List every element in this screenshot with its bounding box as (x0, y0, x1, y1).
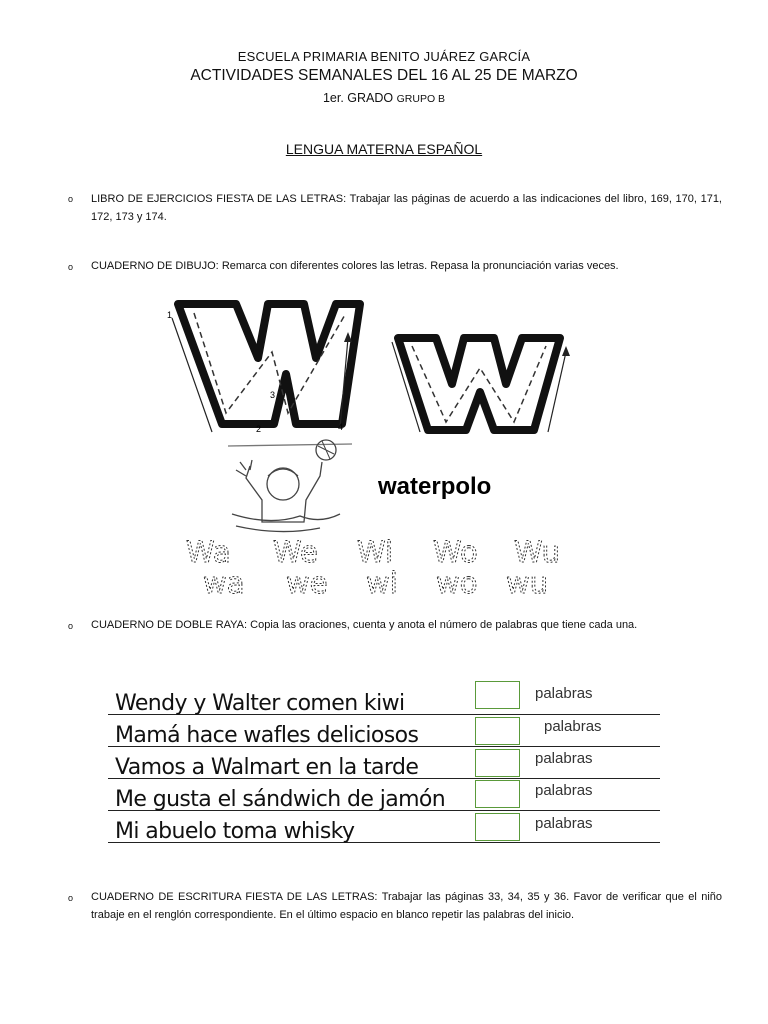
stroke-number-4: 4 (338, 422, 344, 432)
word-count-box[interactable] (475, 780, 520, 808)
syllable-lower-1: wa (203, 566, 245, 600)
sentence-row (108, 810, 660, 843)
waterpolo-word: waterpolo (378, 473, 492, 500)
grade-label: 1er. GRADO (322, 91, 394, 105)
syllable-upper-1: Wa (186, 535, 231, 569)
palabras-label: palabras (535, 685, 593, 702)
bullet-1: o (68, 194, 74, 204)
item-4-text: Trabajar las páginas 33, 34, 35 y 36. Favor de verificar que el niño trabaje en el renglón correspondiente. En el último espacio en blanco repetir las palabras del inicio. (91, 891, 722, 921)
palabras-label: palabras (535, 815, 593, 832)
item-1-label: LIBRO DE EJERCICIOS FIESTA DE LAS LETRAS: (91, 193, 347, 205)
syllable-lower-3: wi (366, 566, 398, 600)
sentence-row (108, 714, 660, 747)
sentence-text: Mi abuelo toma whisky (115, 819, 355, 844)
syllable-lower-5: wu (506, 566, 549, 600)
syllable-upper-4: Wo (433, 535, 478, 569)
item-4-label: CUADERNO DE ESCRITURA FIESTA DE LAS LETRAS: (91, 891, 378, 903)
stroke-number-1: 1 (167, 310, 173, 320)
waterpolo-kid-drawing (228, 440, 352, 532)
syllable-upper-2: We (273, 535, 318, 569)
word-count-box[interactable] (475, 681, 520, 709)
item-3-text: Copia las oraciones, cuenta y anota el número de palabras que tiene cada una. (250, 619, 638, 631)
palabras-label: palabras (535, 782, 593, 799)
item-3 (91, 616, 722, 634)
palabras-label: palabras (544, 718, 602, 735)
sentence-text: Mamá hace wafles deliciosos (115, 723, 419, 748)
big-w-letter (172, 304, 360, 432)
section-title: LENGUA MATERNA ESPAÑOL (285, 141, 483, 157)
sentence-text: Wendy y Walter comen kiwi (115, 691, 405, 716)
word-count-box[interactable] (475, 813, 520, 841)
sentence-text: Me gusta el sándwich de jamón (115, 787, 446, 812)
stroke-number-3: 3 (270, 390, 276, 400)
bullet-3: o (68, 621, 74, 631)
stroke-number-2: 2 (256, 424, 262, 434)
sentence-text: Vamos a Walmart en la tarde (115, 755, 419, 780)
item-2-text: Remarca con diferentes colores las letras. Repasa la pronunciación varias veces. (221, 260, 619, 272)
bullet-4: o (68, 893, 74, 903)
word-count-box[interactable] (475, 749, 520, 777)
sentence-row (108, 682, 660, 715)
bullet-2: o (68, 262, 74, 272)
syllable-lower-2: we (286, 566, 328, 600)
school-name: ESCUELA PRIMARIA BENITO JUÁREZ GARCÍA (237, 49, 531, 64)
item-4 (91, 888, 722, 924)
small-w-letter (392, 338, 570, 432)
sentence-row (108, 746, 660, 779)
syllable-upper-5: Wu (514, 535, 561, 569)
syllable-upper-3: Wi (357, 535, 394, 569)
syllable-lower-4: wo (436, 566, 478, 600)
item-1-text: Trabajar las páginas de acuerdo a las indicaciones del libro, 169, 170, 171, 172, 173 y 174. (91, 193, 722, 223)
group-label: GRUPO B (396, 93, 446, 105)
activities-title: ACTIVIDADES SEMANALES DEL 16 AL 25 DE MARZO (190, 67, 578, 84)
item-3-label: CUADERNO DE DOBLE RAYA: (91, 619, 248, 631)
item-2-label: CUADERNO DE DIBUJO: (91, 260, 219, 272)
sentence-row (108, 778, 660, 811)
word-count-box[interactable] (475, 717, 520, 745)
palabras-label: palabras (535, 750, 593, 767)
